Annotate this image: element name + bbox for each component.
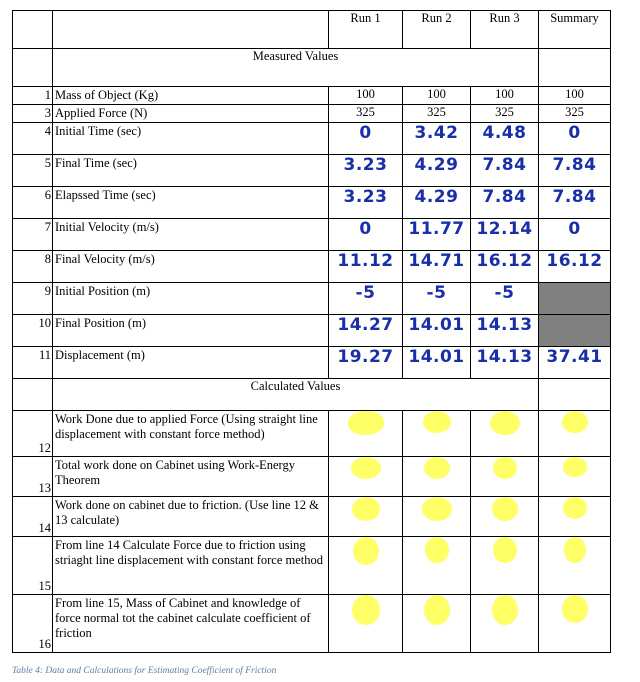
handwritten-value: 7.84 [552,187,597,207]
handwritten-value: 4.29 [414,155,459,175]
highlight-blob [424,457,450,479]
value-cell: 325 [539,105,611,123]
value-cell: 100 [471,87,539,105]
highlight-blob [563,497,587,519]
handwritten-value: -5 [426,283,447,303]
table-row [13,497,611,537]
row-number: 13 [13,457,53,497]
section-row-calculated [13,379,611,411]
row-number: 8 [13,251,53,283]
label-header-cell [53,11,329,49]
highlight-blob [493,537,517,563]
table-row [13,347,611,379]
handwritten-value: 7.84 [482,187,527,207]
handwritten-value: 37.41 [546,347,603,367]
gray-cell [539,283,611,315]
highlight-blob [492,595,518,625]
header-run-1: Run 1 [329,11,403,49]
table-row [13,315,611,347]
data-table [12,10,611,653]
handwritten-value: 0 [359,219,372,239]
highlight-blob [423,411,451,433]
handwritten-value: 4.29 [414,187,459,207]
table-row [13,87,611,105]
highlight-blob [493,457,517,479]
header-summary: Summary [539,11,611,49]
row-label: Mass of Object (Kg) [53,87,329,105]
row-label: From line 14 Calculate Force due to friction using striaght line displacement with constant force method [53,537,329,595]
highlight-blob [562,595,588,623]
header-run-2: Run 2 [403,11,471,49]
handwritten-value: 14.01 [408,347,465,367]
section-measured-values: Measured Values [53,49,539,87]
handwritten-value: 14.13 [476,315,533,335]
handwritten-value: 4.48 [482,123,527,143]
handwritten-value: 14.13 [476,347,533,367]
table-row [13,411,611,457]
section-calculated-values: Calculated Values [53,379,539,411]
handwritten-value: 16.12 [546,251,603,271]
highlight-blob [490,411,520,435]
row-number: 10 [13,315,53,347]
handwritten-value: 7.84 [552,155,597,175]
row-label: Initial Position (m) [53,283,329,315]
handwritten-value: 0 [568,123,581,143]
row-number: 5 [13,155,53,187]
value-cell: 100 [329,87,403,105]
row-number: 6 [13,187,53,219]
value-cell: 100 [403,87,471,105]
corner-cell [13,11,53,49]
row-label: Initial Velocity (m/s) [53,219,329,251]
section-row-measured [13,49,611,87]
handwritten-value: 0 [568,219,581,239]
handwritten-value: 12.14 [476,219,533,239]
table-row [13,123,611,155]
table-row [13,105,611,123]
table-row [13,283,611,315]
value-cell: 325 [329,105,403,123]
handwritten-value: 3.23 [343,187,388,207]
row-label: Displacement (m) [53,347,329,379]
highlight-blob [351,457,381,479]
row-label: Applied Force (N) [53,105,329,123]
row-label: Total work done on Cabinet using Work-Energy Theorem [53,457,329,497]
gray-cell [539,315,611,347]
highlight-blob [422,497,452,521]
highlight-blob [564,537,586,563]
highlight-blob [424,595,450,625]
row-number: 11 [13,347,53,379]
handwritten-value: 7.84 [482,155,527,175]
table-row [13,219,611,251]
handwritten-value: -5 [355,283,376,303]
handwritten-value: 19.27 [337,347,394,367]
highlight-blob [492,497,518,521]
row-label: Elapssed Time (sec) [53,187,329,219]
row-label: Final Velocity (m/s) [53,251,329,283]
row-number: 15 [13,537,53,595]
highlight-blob [348,411,384,435]
row-label: From line 15, Mass of Cabinet and knowledge of force normal tot the cabinet calculate coefficient of friction [53,595,329,653]
row-label: Initial Time (sec) [53,123,329,155]
table-row [13,251,611,283]
highlight-blob [562,411,588,433]
highlight-blob [425,537,449,563]
row-number: 1 [13,87,53,105]
highlight-blob [353,537,379,565]
handwritten-value: 11.77 [408,219,465,239]
table-row [13,457,611,497]
table-row [13,595,611,653]
header-run-3: Run 3 [471,11,539,49]
table-row [13,155,611,187]
row-number: 12 [13,411,53,457]
handwritten-value: 3.23 [343,155,388,175]
row-label: Work Done due to applied Force (Using straight line displacement with constant force method) [53,411,329,457]
handwritten-value: 0 [359,123,372,143]
handwritten-value: 3.42 [414,123,459,143]
highlight-blob [563,457,587,477]
table-row [13,187,611,219]
row-number: 14 [13,497,53,537]
table-row [13,537,611,595]
row-number: 7 [13,219,53,251]
value-cell: 325 [471,105,539,123]
handwritten-value: 14.27 [337,315,394,335]
row-label: Work done on cabinet due to friction. (Use line 12 & 13 calculate) [53,497,329,537]
highlight-blob [352,497,380,521]
row-label: Final Position (m) [53,315,329,347]
handwritten-value: -5 [494,283,515,303]
table-caption: Table 4: Data and Calculations for Estimating Coefficient of Friction [12,666,277,676]
handwritten-value: 16.12 [476,251,533,271]
row-number: 16 [13,595,53,653]
highlight-blob [352,595,380,625]
row-number: 9 [13,283,53,315]
header-row [13,11,611,49]
row-label: Final Time (sec) [53,155,329,187]
row-number: 4 [13,123,53,155]
value-cell: 325 [403,105,471,123]
row-number: 3 [13,105,53,123]
handwritten-value: 14.71 [408,251,465,271]
handwritten-value: 14.01 [408,315,465,335]
handwritten-value: 11.12 [337,251,394,271]
value-cell: 100 [539,87,611,105]
